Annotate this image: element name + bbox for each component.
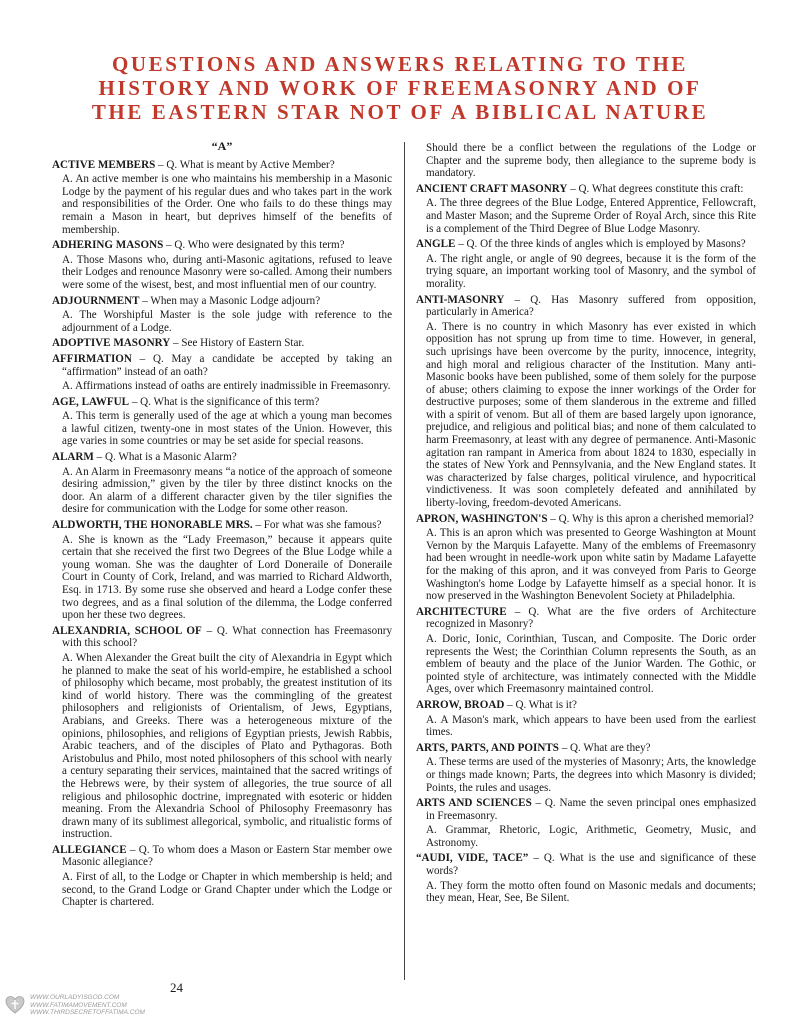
entry-question-text: – Q. What is meant by Active Member?	[155, 158, 335, 171]
entry-answer: A. Doric, Ionic, Corinthian, Tuscan, and Composite. The Doric order represents the West; the Corinthian Column represents the South, as an emblem of beauty and the place of the Junior Warden. The Gothic, or pointed style of architecture, was intimately connected with the Middle Ages, over which Freemasonry maintained control.	[426, 632, 756, 696]
entry-term: ARCHITECTURE	[416, 605, 507, 618]
left-column	[52, 138, 392, 912]
entry-question-text: – Q. To whom does a Mason or Eastern Star member owe Masonic allegiance?	[62, 843, 392, 869]
entry-question-text: – Q. Why is this apron a cherished memorial?	[547, 512, 754, 525]
entry-question	[52, 396, 392, 409]
entry-question	[52, 625, 392, 650]
entry-answer: A. These terms are used of the mysteries of Masonry; Arts, the knowledge or things made known; Parts, the degrees into which Masonry is divided; Points, the rules and usages.	[426, 756, 756, 794]
entry-answer: A. This term is generally used of the age at which a young man becomes a lawful citizen, twenty-one in most states of the Union. However, this age varies in some countries or may be set aside for special reasons.	[62, 410, 392, 448]
glossary-entry	[52, 159, 392, 237]
entry-question	[52, 451, 392, 464]
entry-question	[416, 183, 756, 196]
entry-term: ACTIVE MEMBERS	[52, 158, 156, 171]
entry-question	[416, 238, 756, 251]
entry-question-text: – Q. Name the seven principal ones emphasized in Freemasonry.	[426, 797, 756, 822]
entry-answer: A. Those Masons who, during anti-Masonic agitations, refused to leave their Lodges and renounce Masonry were so-called. Among their numbers were some of the wisest, best, and most influential men of our country.	[62, 253, 392, 291]
right-entry-list	[416, 183, 756, 905]
entry-question	[416, 513, 756, 526]
entry-question	[52, 239, 392, 252]
entry-answer: A. The right angle, or angle of 90 degrees, because it is the form of the trying square, an important working tool of Masonry, and the symbol of morality.	[426, 252, 756, 290]
entry-answer: A. There is no country in which Masonry has ever existed in which opposition has not sprung up from time to time. However, in general, such uprisings have been overcome by the purity, innocence, integrity, and high moral and religious character of the Institution. Many anti-Masonic books have been published, some of them solely for the purpose of abuse; others claiming to expose the inner workings of the Order for destructive purposes; some of them slanderous in the extreme and filled with a spirit of venom. But all of them are based largely upon ignorance, prejudice, and religious and political bias; and none of them calculated to harm Freemasonry, at least with any degree of permanence. Anti-Masonic agitation ran rampant in America from about 1824 to 1830, especially in the states of New York and Pennsylvania, and the New England states. It was characterized by false charges, political virulence, and hypocritical vindictiveness. It was soon completely defeated and annihilated by liberty-loving, freedom-devoted Americans.	[426, 320, 756, 510]
entry-answer: A. First of all, to the Lodge or Chapter in which membership is held; and second, to the Grand Lodge or Grand Chapter under which the Lodge or Chapter is chartered.	[62, 871, 392, 909]
heart-crest-icon	[4, 994, 26, 1016]
glossary-entry	[52, 519, 392, 622]
page-title	[40, 52, 760, 124]
entry-term: ALEXANDRIA, SCHOOL OF	[52, 624, 202, 637]
entry-question-text: – Q. Of the three kinds of angles which is employed by Masons?	[455, 238, 746, 251]
glossary-entry	[416, 294, 756, 510]
entry-term: APRON, WASHINGTON'S	[416, 512, 548, 525]
entry-term: AFFIRMATION	[52, 352, 132, 365]
glossary-entry	[52, 239, 392, 291]
entry-question	[416, 852, 756, 877]
glossary-entry	[52, 451, 392, 516]
entry-answer: A. The Worshipful Master is the sole judge with reference to the adjournment of a Lodge.	[62, 309, 392, 334]
entry-question-text: – Q. What is a Masonic Alarm?	[93, 451, 237, 464]
watermark	[4, 994, 145, 1017]
entry-question-text: – Q. Who were designated by this term?	[163, 239, 345, 252]
entry-question-text: – For what was she famous?	[252, 519, 382, 532]
watermark-line-2: WWW.FATIMAMOVEMENT.COM	[30, 1001, 127, 1009]
entry-question-text: – Q. What is the significance of this term?	[129, 395, 320, 408]
entry-question	[416, 699, 756, 712]
entry-answer: A. A Mason's mark, which appears to have been used from the earliest times.	[426, 713, 756, 739]
glossary-entry	[52, 625, 392, 841]
title-line-1: QUESTIONS AND ANSWERS RELATING TO THE	[111, 52, 689, 76]
entry-question-text: – See History of Eastern Star.	[170, 337, 305, 350]
entry-question-text: – Q. What are the five orders of Architecture recognized in Masonry?	[426, 605, 756, 631]
title-line-2: HISTORY AND WORK OF FREEMASONRY AND OF	[98, 76, 702, 100]
entry-question	[416, 294, 756, 319]
watermark-line-1: WWW.OURLADYISGOD.COM	[30, 994, 120, 1001]
entry-term: ANGLE	[416, 238, 456, 251]
glossary-entry	[416, 238, 756, 290]
entry-answer: A. An Alarm in Freemasonry means “a notice of the approach of someone desiring admission,” given by the tiler by three distinct knocks on the door. An alarm of a different character given by the tiler signifies the desire for communication with the Lodge for some other reason.	[62, 465, 392, 516]
right-column	[416, 142, 756, 908]
entry-answer: A. She is known as the “Lady Freemason,” because it appears quite certain that she received the first two Degrees of the Blue Lodge while a young woman. She was the daughter of Lord Doneraile of Doneraile Court in County of Cork, Ireland, and was married to Richard Aldworth, Esq. in 1713. By some ruse she observed and heard a Lodge confer these two degrees, and as a final solution of the dilemma, the Lodge conferred upon her these two degrees.	[62, 533, 392, 622]
entry-term: ALARM	[52, 451, 94, 464]
glossary-entry	[52, 844, 392, 909]
entry-answer: A. When Alexander the Great built the city of Alexandria in Egypt which he planned to make the seat of his world-empire, he established a school of philosophy which became, most probably, the greatest institution of its kind of world history. There was the commingling of the greatest philosophers and religionists of Orientalism, of Jews, Egyptians, Arabians, and Greeks. There was a heterogeneous mixture of the opinions, philosophies, and religions of Egyptian priests, Jewish Rabbis, Arabic teachers, and of the disciples of Plato and Pythagoras. Both Aristobulus and Philo, most noted philosophers of this school with nearly a century separating their services, maintained that the sacred writings of the Hebrews were, by their system of allegories, the true source of all religious and philosophic doctrine, impregnated with esoteric or hidden meaning. From the Alexandria School of Philosophy Freemasonry has drawn many of its sublimest allegorical, symbolic, and ritualistic forms of instruction.	[62, 651, 392, 841]
entry-term: ADHERING MASONS	[52, 239, 164, 252]
entry-term: ALLEGIANCE	[52, 843, 127, 856]
glossary-entry	[416, 183, 756, 235]
entry-question	[52, 844, 392, 869]
entry-question	[416, 606, 756, 631]
entry-term: ALDWORTH, THE HONORABLE MRS.	[52, 519, 253, 532]
glossary-entry	[52, 295, 392, 335]
entry-answer: A. They form the motto often found on Masonic medals and documents; they mean, Hear, See, Be Silent.	[426, 879, 756, 905]
entry-term: ADJOURNMENT	[52, 294, 140, 307]
glossary-entry	[52, 396, 392, 448]
entry-term: ANCIENT CRAFT MASONRY	[416, 182, 568, 195]
entry-term: ANTI-MASONRY	[416, 293, 505, 306]
entry-term: ARROW, BROAD	[416, 698, 505, 711]
column-divider	[404, 142, 405, 980]
entry-question-text: – Q. May a candidate be accepted by taking an “affirmation” instead of an oath?	[62, 352, 392, 378]
entry-answer: A. Grammar, Rhetoric, Logic, Arithmetic, Geometry, Music, and Astronomy.	[426, 824, 756, 849]
entry-question	[52, 295, 392, 308]
entry-question-text: – When may a Masonic Lodge adjourn?	[139, 294, 321, 307]
glossary-entry	[52, 337, 392, 350]
entry-question-text: – Q. Has Masonry suffered from opposition, particularly in America?	[426, 293, 756, 319]
entry-question-text: – Q. What is the use and significance of these words?	[426, 852, 756, 878]
entry-term: ARTS, PARTS, AND POINTS	[416, 741, 559, 754]
entry-question	[52, 159, 392, 172]
entry-question	[416, 742, 756, 755]
entry-question	[416, 797, 756, 822]
left-entry-list	[52, 159, 392, 909]
glossary-entry	[416, 797, 756, 849]
watermark-line-3: WWW.THIRDSECRETOFFATIMA.COM	[30, 1009, 145, 1016]
glossary-entry	[416, 606, 756, 696]
entry-question-text: – Q. What degrees constitute this craft:	[567, 182, 744, 195]
entry-term: ADOPTIVE MASONRY	[52, 337, 171, 350]
entry-answer: A. Affirmations instead of oaths are entirely inadmissible in Freemasonry.	[62, 380, 391, 393]
entry-question-text: – Q. What is it?	[504, 698, 577, 711]
glossary-entry	[416, 513, 756, 603]
page-number: 24	[170, 980, 183, 995]
continuation-text: Should there be a conflict between the regulations of the Lodge or Chapter and the supreme body, then allegiance to the supreme body is mandatory.	[426, 142, 756, 180]
entry-question-text: – Q. What connection has Freemasonry with this school?	[62, 624, 393, 650]
entry-term: ARTS AND SCIENCES	[416, 797, 532, 810]
glossary-entry	[416, 742, 756, 794]
entry-answer: A. An active member is one who maintains his membership in a Masonic Lodge by the payment of his regular dues and who takes part in the work and responsibilities of the Order. One who fails to do these things may remain a Mason in heart, but deprives himself of the benefits of membership.	[62, 173, 392, 236]
glossary-entry	[416, 699, 756, 739]
entry-question	[52, 337, 392, 350]
glossary-entry	[416, 852, 756, 904]
entry-answer: A. The three degrees of the Blue Lodge, Entered Apprentice, Fellowcraft, and Master Mason; and the Supreme Order of Royal Arch, since this Rite is a complement of the Third Degree of Blue Lodge Masonry.	[426, 197, 756, 235]
entry-term: “AUDI, VIDE, TACE”	[416, 852, 529, 865]
glossary-entry	[52, 353, 392, 393]
entry-question	[52, 519, 392, 532]
entry-question-text: – Q. What are they?	[558, 741, 651, 754]
entry-question	[52, 353, 392, 378]
section-letter: “A”	[211, 139, 233, 153]
entry-answer: A. This is an apron which was presented to George Washington at Mount Vernon by the Marquis Lafayette. Many of the emblems of Freemasonry had been wrought in needle-work upon white satin by Madame Lafayette for the making of this apron, and it was conveyed from Paris to George Washington's home Lodge by Lafayette himself as a special honor. It is now preserved in the Washington Benevolent Society at Philadelphia.	[426, 527, 756, 603]
title-line-3: THE EASTERN STAR NOT OF A BIBLICAL NATURE	[91, 100, 709, 124]
entry-term: AGE, LAWFUL	[52, 395, 130, 408]
